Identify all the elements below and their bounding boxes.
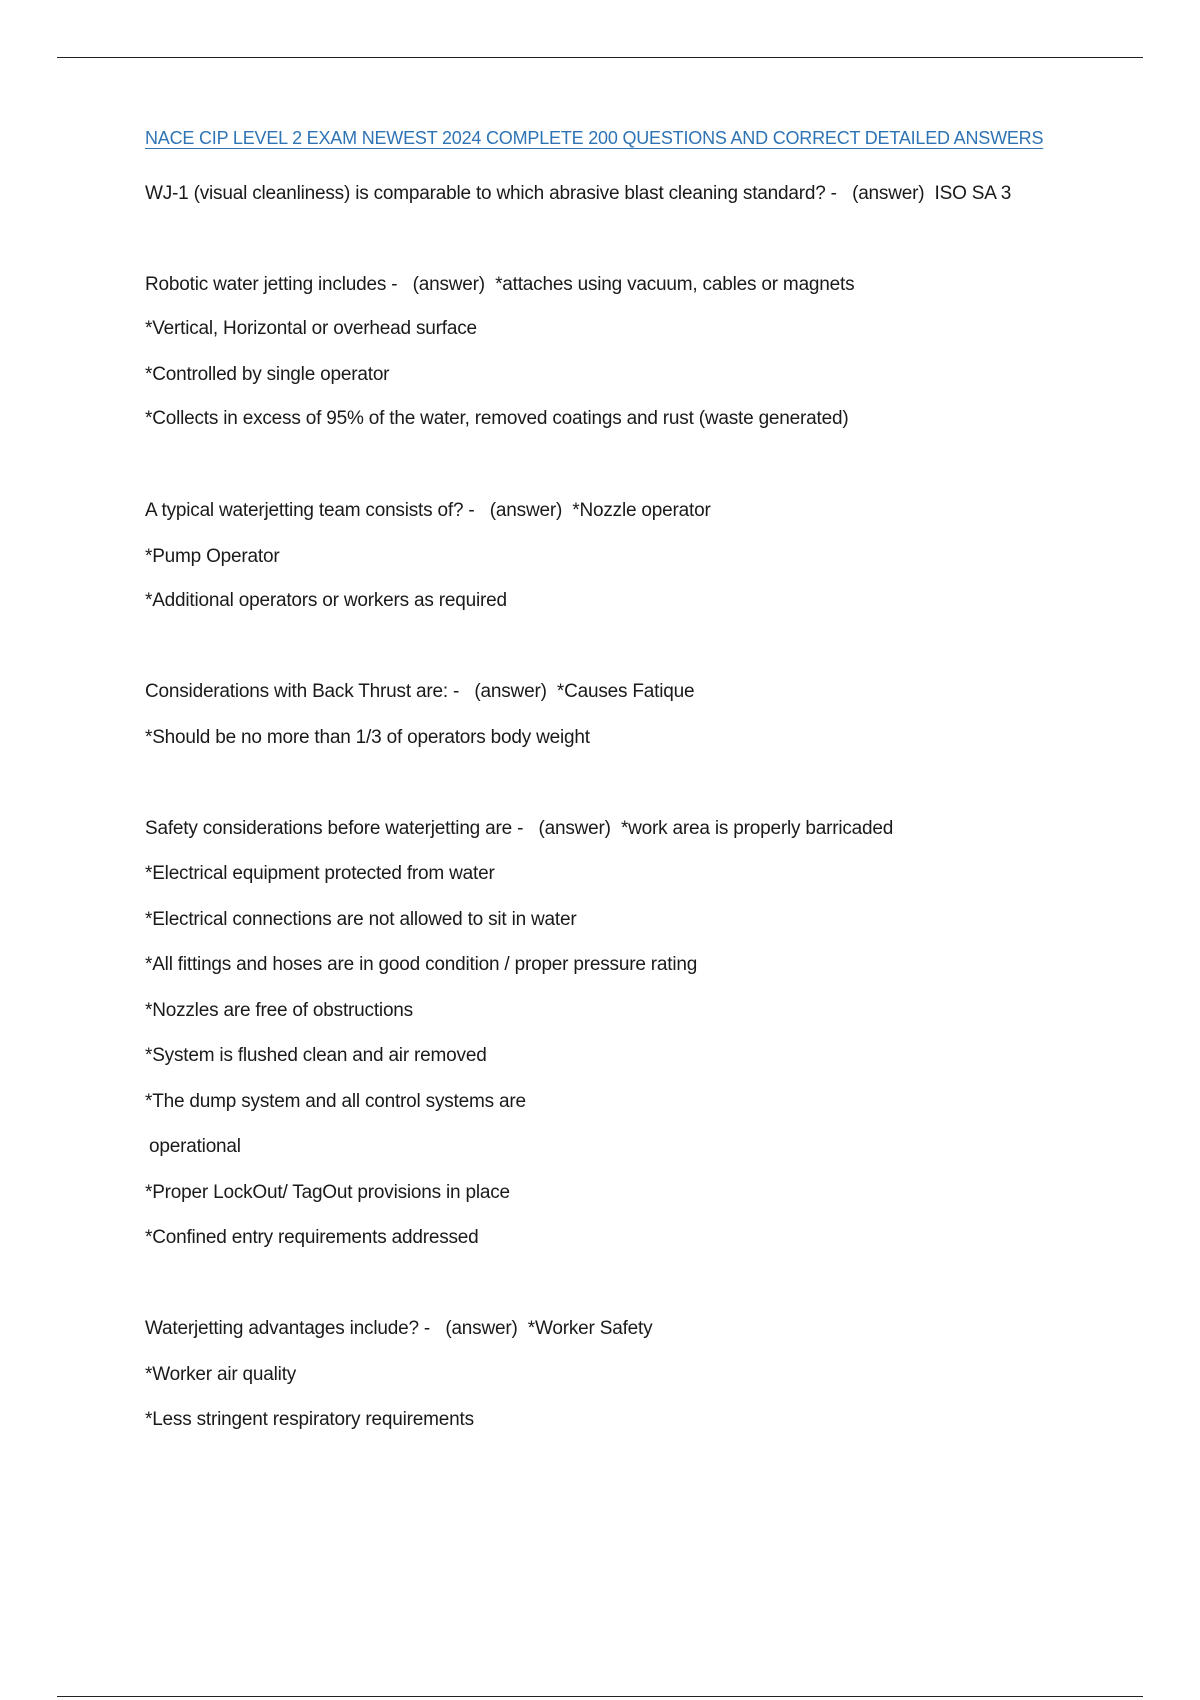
question-3 [145, 500, 711, 522]
answer-marker: (answer) [489, 500, 563, 521]
bullet-line: *Electrical equipment protected from water [145, 863, 495, 884]
question-5 [145, 818, 893, 840]
answer-marker: (answer) [474, 681, 547, 702]
document-title[interactable]: NACE CIP LEVEL 2 EXAM NEWEST 2024 COMPLETE 200 QUESTIONS AND CORRECT DETAILED ANSWERS [145, 128, 1044, 148]
question-6-text: Waterjetting advantages include? - [145, 1318, 431, 1339]
bullet-line: *All fittings and hoses are in good condition / proper pressure rating [145, 954, 698, 975]
question-6-answer: *Worker Safety [527, 1318, 653, 1339]
answer-marker: (answer) [445, 1318, 518, 1339]
question-1 [145, 183, 1011, 205]
bullet-line: *Less stringent respiratory requirements [145, 1409, 474, 1430]
bullet-line: *System is flushed clean and air removed [145, 1045, 487, 1066]
question-5-answer: *work area is properly barricaded [620, 818, 894, 839]
bullet-line: *Worker air quality [145, 1364, 297, 1385]
bullet-line: *Should be no more than 1/3 of operators body weight [145, 727, 590, 748]
question-4-text: Considerations with Back Thrust are: - [145, 681, 460, 702]
bullet-line: *Proper LockOut/ TagOut provisions in place [145, 1182, 510, 1203]
bullet-line: *Electrical connections are not allowed to sit in water [145, 909, 577, 930]
question-2-answer: *attaches using vacuum, cables or magnets [495, 274, 855, 295]
answer-marker: (answer) [852, 183, 925, 204]
question-4-answer: *Causes Fatique [556, 681, 695, 702]
top-rule [57, 57, 1143, 58]
bottom-rule [57, 1696, 1143, 1697]
question-2 [145, 274, 854, 296]
answer-marker: (answer) [538, 818, 611, 839]
bullet-line: *Confined entry requirements addressed [145, 1227, 479, 1248]
question-1-text: WJ-1 (visual cleanliness) is comparable to which abrasive blast cleaning standard? - [145, 183, 837, 204]
question-3-text: A typical waterjetting team consists of? - [145, 500, 475, 521]
bullet-line: *The dump system and all control systems are [145, 1091, 526, 1112]
bullet-line-continuation: operational [149, 1136, 241, 1157]
question-4 [145, 681, 694, 703]
question-5-text: Safety considerations before waterjetting are - [145, 818, 524, 839]
question-2-text: Robotic water jetting includes - [145, 274, 398, 295]
bullet-line: *Pump Operator [145, 546, 280, 567]
question-3-answer: *Nozzle operator [572, 500, 711, 521]
bullet-line: *Vertical, Horizontal or overhead surface [145, 318, 477, 339]
question-6 [145, 1318, 652, 1340]
bullet-line: *Nozzles are free of obstructions [145, 1000, 413, 1021]
answer-marker: (answer) [412, 274, 485, 295]
bullet-line: *Additional operators or workers as required [145, 590, 507, 611]
bullet-line: *Collects in excess of 95% of the water, removed coatings and rust (waste generated) [145, 408, 849, 429]
bullet-line: *Controlled by single operator [145, 364, 390, 385]
question-1-answer: ISO SA 3 [934, 183, 1012, 204]
